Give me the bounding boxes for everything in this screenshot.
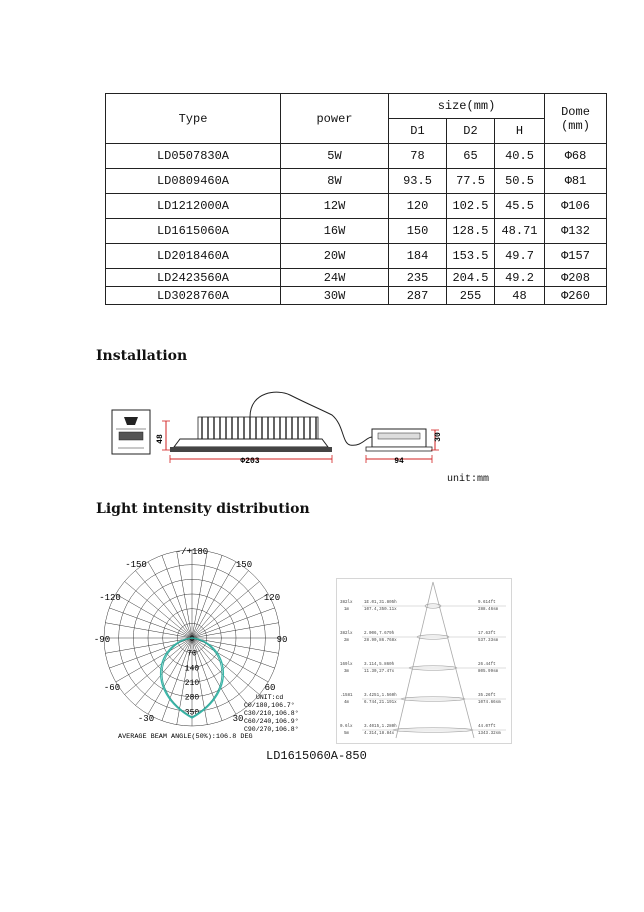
cell-d2: 65 <box>447 144 495 169</box>
cell-h: 48.71 <box>495 219 545 244</box>
radial-label: 350 <box>184 708 200 718</box>
radial-label: 210 <box>184 679 200 688</box>
dim-driver-length-label: 94 <box>394 457 404 465</box>
cell-h: 49.7 <box>495 244 545 269</box>
angle-label-r30: 30 <box>232 714 244 724</box>
cell-h: 50.5 <box>495 169 545 194</box>
header-d1: D1 <box>389 119 447 144</box>
model-caption: LD1615060A-850 <box>266 749 367 763</box>
isolux-right: 44.07ft <box>478 725 496 729</box>
cell-d2: 153.5 <box>447 244 495 269</box>
isolux-right-2: 288.46sm <box>478 608 499 612</box>
beam-angle-label: AVERAGE BEAM ANGLE(50%):106.8 DEG <box>118 733 253 741</box>
angle-label-l60: -60 <box>103 683 121 693</box>
cell-type: LD1212000A <box>106 194 281 219</box>
cell-power: 24W <box>281 269 389 287</box>
cell-d1: 93.5 <box>389 169 447 194</box>
cell-d2: 255 <box>447 287 495 305</box>
angle-label-r150: 150 <box>235 560 253 570</box>
cell-type: LD0507830A <box>106 144 281 169</box>
isolux-dims-2: 6.744,21.191x <box>364 701 397 705</box>
dim-diameter-label: Φ203 <box>240 457 260 465</box>
isolux-dims: 2.006,7.679h <box>364 632 395 636</box>
cell-type: LD2018460A <box>106 244 281 269</box>
cell-power: 5W <box>281 144 389 169</box>
installation-drawing <box>110 385 450 465</box>
spec-table <box>105 93 607 305</box>
cell-dome: Φ157 <box>545 244 607 269</box>
isolux-right: 9.614ft <box>478 601 496 605</box>
isolux-dims: 1E.01,31.805h <box>364 601 397 605</box>
cell-d1: 235 <box>389 269 447 287</box>
header-size: size(mm) <box>389 94 545 119</box>
angle-label-l30: -30 <box>137 714 155 724</box>
radial-label: 280 <box>184 693 200 703</box>
isolux-right-2: 1343.32sm <box>478 732 501 736</box>
angle-label-r90: 90 <box>276 635 288 645</box>
cell-d2: 77.5 <box>447 169 495 194</box>
header-dome-unit: (mm) <box>561 118 590 133</box>
dim-height-label: 48 <box>156 434 165 444</box>
isolux-dims-2: 4.314,18.84x <box>364 732 395 736</box>
angle-label-r60: 60 <box>264 683 276 693</box>
isolux-right-2: 805.99sm <box>478 670 499 674</box>
legend-c30: C30/210,106.8° <box>244 710 299 717</box>
header-power: power <box>281 94 389 144</box>
cell-dome: Φ260 <box>545 287 607 305</box>
table-row <box>106 287 607 305</box>
isolux-dims: 3.4015,1.280h <box>364 725 397 729</box>
radial-label: 0 <box>189 635 195 644</box>
cell-dome: Φ81 <box>545 169 607 194</box>
cell-power: 20W <box>281 244 389 269</box>
cell-dome: Φ208 <box>545 269 607 287</box>
angle-label-l90: -90 <box>93 635 111 645</box>
light-distribution-heading: Light intensity distribution <box>96 501 310 517</box>
angle-label-l120: -120 <box>99 593 121 603</box>
polar-intensity-chart <box>88 540 313 745</box>
cell-d1: 150 <box>389 219 447 244</box>
cell-power: 8W <box>281 169 389 194</box>
isolux-right: 17.63ft <box>478 632 496 636</box>
cell-dome: Φ106 <box>545 194 607 219</box>
header-dome <box>545 94 607 144</box>
table-row <box>106 269 607 287</box>
driver-box <box>366 429 432 451</box>
isolux-ratio: 382lx <box>340 601 353 605</box>
radial-label: 70 <box>187 649 197 659</box>
isolux-ratio: 0.6lx <box>340 725 353 729</box>
illuminance-cone-diagram <box>336 578 512 744</box>
isolux-height: 5m <box>344 732 350 736</box>
cell-d2: 204.5 <box>447 269 495 287</box>
cell-h: 48 <box>495 287 545 305</box>
isolux-dims: 3.114,5.860h <box>364 663 395 667</box>
angle-label-r120: 120 <box>263 593 281 603</box>
cell-d2: 128.5 <box>447 219 495 244</box>
cell-dome: Φ68 <box>545 144 607 169</box>
cell-power: 16W <box>281 219 389 244</box>
table-header-row <box>106 94 607 119</box>
legend-c60: C60/240,106.9° <box>244 718 299 725</box>
header-dome-label: Dome <box>561 104 590 119</box>
angle-label-top: -/+180 <box>175 547 209 557</box>
legend-unit: UNIT:cd <box>256 694 284 701</box>
cell-type: LD0809460A <box>106 169 281 194</box>
cell-d1: 78 <box>389 144 447 169</box>
cell-d2: 102.5 <box>447 194 495 219</box>
isolux-dims-2: 28.90,86.768x <box>364 639 397 643</box>
cell-type: LD1615060A <box>106 219 281 244</box>
isolux-right: 26.44ft <box>478 663 496 667</box>
isolux-ratio: 169lx <box>340 663 353 667</box>
header-h: H <box>495 119 545 144</box>
header-type: Type <box>106 94 281 144</box>
radial-label: 140 <box>184 664 200 674</box>
ceiling-cutout-icon <box>112 410 150 454</box>
table-row <box>106 194 607 219</box>
cell-type: LD2423560A <box>106 269 281 287</box>
cell-h: 49.2 <box>495 269 545 287</box>
dim-driver-height-label: 30 <box>434 432 443 442</box>
table-row <box>106 244 607 269</box>
legend-c90: C90/270,106.8° <box>244 726 299 733</box>
header-d2: D2 <box>447 119 495 144</box>
heatsink <box>198 417 318 439</box>
cell-d1: 184 <box>389 244 447 269</box>
isolux-dims-2: 107.4,350.11x <box>364 608 397 612</box>
cell-d1: 120 <box>389 194 447 219</box>
cell-dome: Φ132 <box>545 219 607 244</box>
isolux-ratio: 382lx <box>340 632 353 636</box>
isolux-height: 3m <box>344 670 350 674</box>
isolux-height: 1m <box>344 608 350 612</box>
cell-h: 45.5 <box>495 194 545 219</box>
table-row <box>106 169 607 194</box>
cell-d1: 287 <box>389 287 447 305</box>
table-row <box>106 144 607 169</box>
isolux-dims-2: 11.30,27.47x <box>364 670 395 674</box>
angle-label-l150: -150 <box>125 560 147 570</box>
isolux-right: 35.26ft <box>478 694 496 698</box>
isolux-height: 4m <box>344 701 350 705</box>
installation-heading: Installation <box>96 348 188 364</box>
isolux-dims: 3.4251,1.560h <box>364 694 397 698</box>
isolux-right-2: 537.33sm <box>478 639 499 643</box>
cell-type: LD3028760A <box>106 287 281 305</box>
isolux-height: 2m <box>344 639 350 643</box>
table-row <box>106 219 607 244</box>
cell-power: 12W <box>281 194 389 219</box>
cell-power: 30W <box>281 287 389 305</box>
isolux-right-2: 1074.66sm <box>478 701 501 705</box>
isolux-ratio: .1581 <box>340 694 353 698</box>
cell-h: 40.5 <box>495 144 545 169</box>
legend-c0: C0/180,106.7° <box>244 702 295 709</box>
unit-label: unit:mm <box>447 474 490 485</box>
